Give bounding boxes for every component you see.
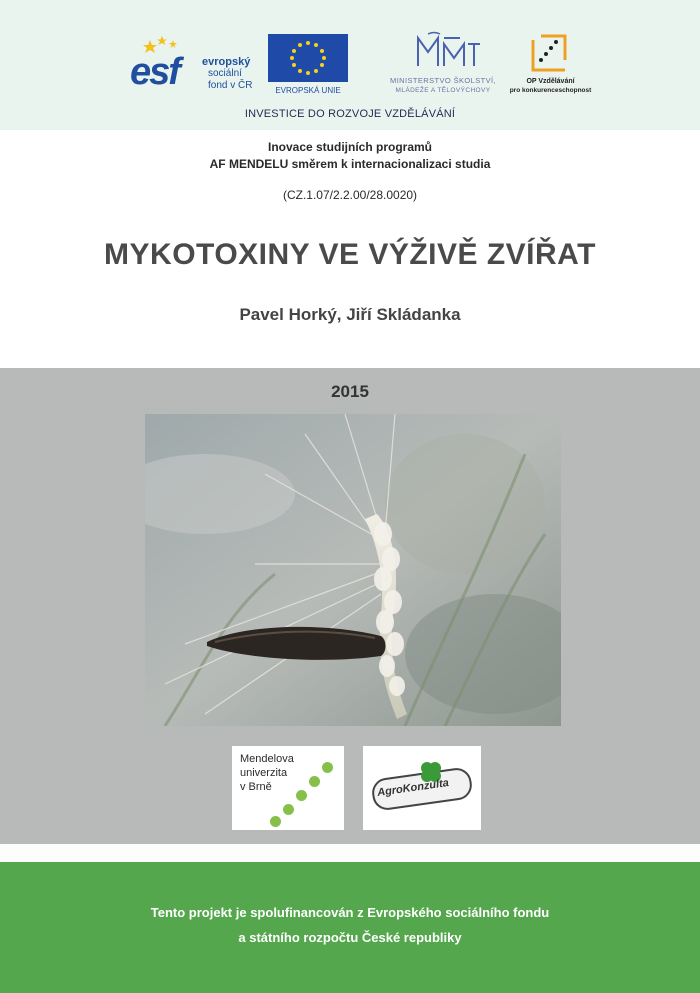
- publication-year: 2015: [331, 382, 369, 401]
- mendel-line3: v Brně: [240, 781, 272, 793]
- op-line2: pro konkurenceschopnost: [509, 87, 592, 94]
- mendel-dot-icon: [283, 804, 294, 815]
- title-block: [0, 130, 700, 368]
- op-line1: OP Vzdělávání: [526, 78, 575, 85]
- eu-logo: [268, 30, 348, 98]
- op-logo: [509, 30, 592, 98]
- header-band: [0, 0, 700, 130]
- msmt-line2: MLÁDEŽE A TĚLOVÝCHOVY: [395, 87, 491, 94]
- mendel-line2: univerzita: [240, 767, 288, 779]
- msmt-logo: [388, 30, 498, 98]
- project-code: (CZ.1.07/2.2.00/28.0020): [282, 188, 418, 202]
- program-line1: Inovace studijních programů: [267, 140, 433, 154]
- funding-line2: a státního rozpočtu České republiky: [238, 930, 462, 945]
- program-line2: AF MENDELU směrem k internacionalizaci studia: [209, 157, 491, 171]
- funding-footer: [0, 862, 700, 993]
- mendel-dot-icon: [296, 790, 307, 801]
- agrokonzulta-logo: [363, 746, 481, 830]
- mendel-dot-icon: [322, 762, 333, 773]
- eu-flag-icon: [268, 30, 348, 86]
- msmt-line1: MINISTERSTVO ŠKOLSTVÍ,: [390, 76, 496, 85]
- mendel-line1: Mendelova: [240, 753, 294, 765]
- ergot-wheat-photo: [145, 414, 561, 726]
- funding-line1: Tento projekt je spolufinancován z Evropského sociálního fondu: [150, 905, 550, 920]
- cover-panel: [0, 368, 700, 844]
- esf-line3: fond v ČR: [208, 80, 253, 91]
- op-mark-icon: [513, 30, 588, 76]
- esf-logo: [128, 30, 256, 98]
- book-authors: Pavel Horký, Jiří Skládanka: [239, 305, 461, 324]
- mendel-dot-icon: [270, 816, 281, 827]
- msmt-mark-icon: [388, 30, 498, 76]
- mendel-university-logo: [232, 746, 344, 830]
- agrokonzulta-name: AgroKonzulta: [376, 777, 450, 799]
- book-title: MYKOTOXINY VE VÝŽIVĚ ZVÍŘAT: [104, 238, 596, 271]
- esf-line1: evropský: [202, 56, 251, 68]
- esf-mark: esf: [130, 51, 179, 93]
- sponsor-logos: [128, 30, 592, 98]
- tagline: INVESTICE DO ROZVOJE VZDĚLÁVÁNÍ: [244, 108, 456, 120]
- eu-label: EVROPSKÁ UNIE: [275, 86, 341, 95]
- mendel-dot-icon: [309, 776, 320, 787]
- esf-line2: sociální: [208, 68, 242, 79]
